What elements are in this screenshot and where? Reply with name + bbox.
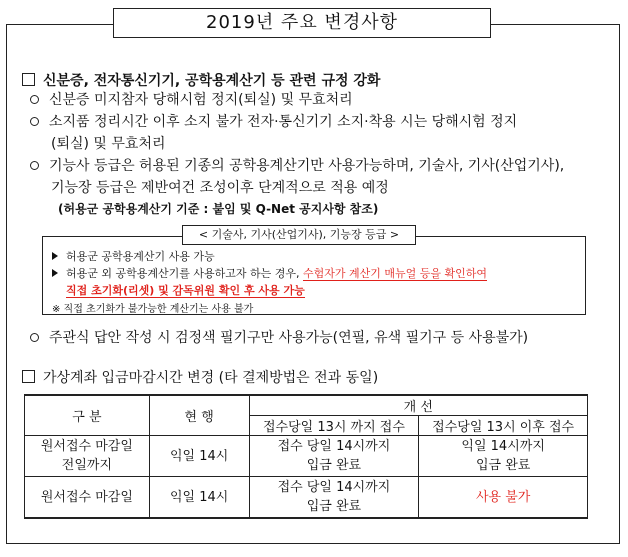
circle-bullet-icon (30, 95, 39, 104)
header-improve: 개 선 (249, 395, 587, 416)
list-item-continuation: 기능장 등급은 제반여건 조성이후 단계적으로 적용 예정 (51, 180, 389, 196)
box-bullet: 허용군 공학용계산기 사용 가능 (52, 248, 215, 264)
list-item: 주관식 답안 작성 시 검정색 필기구만 사용가능(연필, 유색 필기구 등 사용불가) (30, 327, 528, 349)
row-before: 접수 당일 14시까지 입금 완료 (249, 477, 419, 519)
list-item: 신분증 미지참자 당해시험 정지(퇴실) 및 무효처리 (30, 89, 353, 111)
header-gubun: 구 분 (25, 395, 150, 436)
section1-heading: 신분증, 전자통신기기, 공학용계산기 등 관련 규정 강화 (22, 70, 380, 90)
row-label: 원서접수 마감일 전일까지 (25, 436, 150, 477)
list-item: 기능사 등급은 허용된 기종의 공학용계산기만 사용가능하며, 기술사, 기사(산업기사), (30, 155, 564, 177)
row-before: 접수 당일 14시까지 입금 완료 (249, 436, 419, 477)
checkbox-square-icon (22, 370, 35, 383)
row-label: 원서접수 마감일 (25, 477, 150, 519)
table-row (25, 477, 588, 519)
box-bullet: 허용군 외 공학용계산기를 사용하고자 하는 경우, 수험자가 계산기 매뉴얼 등을 확인하여 (52, 265, 487, 281)
reference-note: (허용군 공학용계산기 기준 : 붙임 및 Q-Net 공지사항 참조) (58, 202, 379, 216)
box-title: < 기술사, 기사(산업기사), 기능장 등급 > (182, 225, 416, 245)
circle-bullet-icon (30, 333, 39, 342)
list-item-continuation: (퇴실) 및 무효처리 (51, 136, 166, 152)
box-footnote: ※ 직접 초기화가 불가능한 계산기는 사용 불가 (52, 304, 254, 315)
row-current: 익일 14시 (149, 477, 249, 519)
subheader-before-13: 접수당일 13시 까지 접수 (249, 416, 419, 436)
section2-heading: 가상계좌 입금마감시간 변경 (타 결제방법은 전과 동일) (22, 367, 378, 387)
row-after: 사용 불가 (419, 477, 588, 519)
table-row (25, 436, 588, 477)
page-title: 2019년 주요 변경사항 (113, 8, 491, 38)
triangle-bullet-icon (52, 252, 58, 260)
checkbox-square-icon (22, 73, 35, 86)
circle-bullet-icon (30, 161, 39, 170)
deposit-deadline-table (24, 394, 588, 519)
subheader-after-13: 접수당일 13시 이후 접수 (419, 416, 588, 436)
row-after: 익일 14시까지 입금 완료 (419, 436, 588, 477)
row-current: 익일 14시 (149, 436, 249, 477)
list-item: 소지품 정리시간 이후 소지 불가 전자·통신기기 소지·착용 시는 당해시험 정지 (30, 111, 517, 133)
circle-bullet-icon (30, 117, 39, 126)
header-current: 현 행 (149, 395, 249, 436)
triangle-bullet-icon (52, 269, 58, 277)
box-bullet-continuation: 직접 초기화(리셋) 및 감독위원 확인 후 사용 가능 (66, 284, 305, 297)
